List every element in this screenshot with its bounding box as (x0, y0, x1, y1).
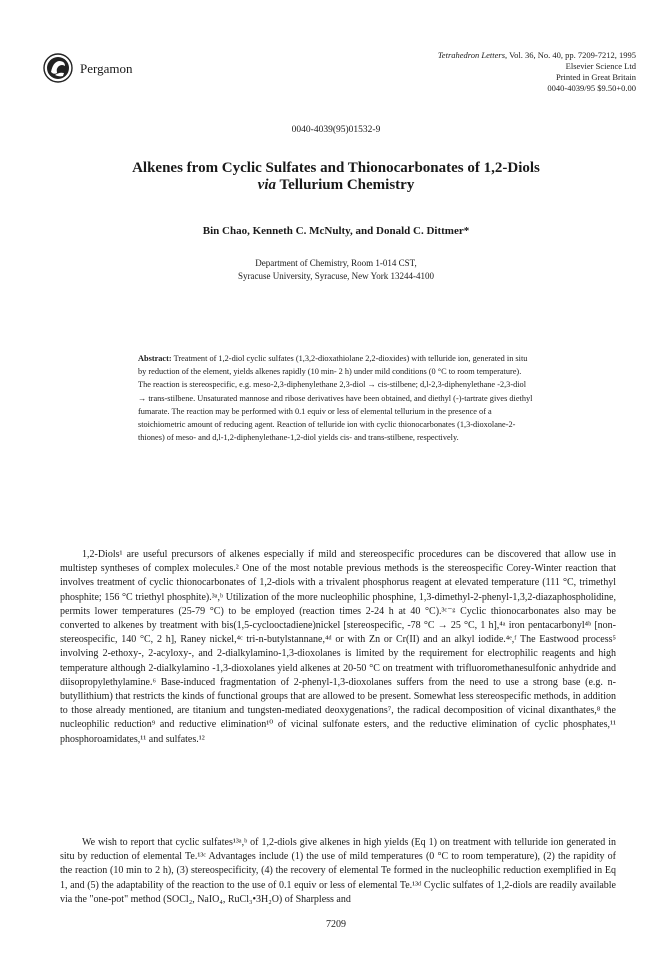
price-line: 0040-4039/95 $9.50+0.00 (547, 83, 636, 93)
pergamon-logo (43, 53, 73, 83)
body-paragraph: We wish to report that cyclic sulfates¹³ᵃ,ᵇ of 1,2-diols give alkenes in high yields (Eq 1) on treatment with telluride ion generated in situ by reduction of elemental Te.¹³ᶜ Advantages include (1) the use of mild temperatures (0 °C to room temperature), (2) the rapidity of the reaction (10 min to 2 h), (3) stereospecificity, (4) the recovery of elemental Te formed in the nucleophilic reduction exemplified in Eq 1, and (5) the adaptability of the reaction to the use of 0.1 equiv or less of elemental Te.¹³ᵈ Cyclic sulfates of 1,2-diols are readily available via the "one-pot" method (SOCl₂, NaIO₄, RuCl₃•3H₂O) of Sharpless and (60, 837, 616, 905)
title-line-2 (60, 177, 612, 194)
abstract-text: Treatment of 1,2-diol cyclic sulfates (1,3,2-dioxathiolane 2,2-dioxides) with telluride ion, generated in situ by reduction of the element, yields alkenes rapidly (10 min- 2 h) under mild conditions (0 °C to room temperature). The reaction is stereospecific, e.g. meso-2,3-diphenylethane 2,3-diol → cis-stilbene; d,l-2,3-diphenylethane -2,3-diol → trans-stilbene. Unsaturated mannose and ribose derivatives have been obtained, and diethyl (-)-tartrate gives diethyl fumarate. The reaction may be performed with 0.1 equiv or less of elemental tellurium in the presence of a stoichiometric amount of reducing agent. Reaction of telluride ion with cyclic thionocarbonates (1,3-dioxolane-2-thiones) of meso- and d,l-1,2-diphenylethane-1,2-diol yields cis- and trans-stilbene, respectively. (138, 354, 533, 443)
copyright-line: Elsevier Science Ltd (565, 61, 636, 71)
title-line-1: Alkenes from Cyclic Sulfates and Thionocarbonates of 1,2-Diols (132, 160, 540, 176)
journal-name: Tetrahedron Letters (437, 50, 506, 60)
author-list: Bin Chao, Kenneth C. McNulty, and Donald C. Dittmer* (202, 225, 470, 237)
journal-volume: , Vol. 36, No. 40, pp. 7209-7212, 1995 (505, 50, 636, 60)
page-number: 7209 (326, 919, 346, 930)
body-paragraph: 1,2-Diols¹ are useful precursors of alkenes especially if mild and stereospecific procedures can be discovered that allow use in multistep syntheses of complex molecules.² One of the most notable previous methods is the stereospecific Corey-Winter reaction that involves treatment of cyclic thionocarbonates of 1,2-diols with a trivalent phosphorus reagent at elevated temperature (111 °C, trimethyl phosphite; 156 °C triethyl phosphite).³ᵃ,ᵇ Utilization of the more nucleophilic phosphine, 1,3-dimethyl-2-phenyl-1,3,2-diazaphospholidine, permits lower temperatures (25-79 °C) to be employed (reaction times 2-24 h at 40 °C).³ᶜ⁻ᵍ Cyclic thionocarbonates also may be converted to alkenes by treatment with bis(1,5-cyclooctadiene)nickel [stereospecific, -78 °C → 25 °C, 1 h],⁴ᵃ iron pentacarbonyl⁴ᵇ [non-stereospecific, 140 °C, 2 h], Raney nickel,⁴ᶜ tri-n-butylstannane,⁴ᵈ or with Zn or Cr(II) and an alkyl iodide.⁴ᵉ,ᶠ The Eastwood process⁵ involving 2-ethoxy-, 2-acyloxy-, and 2-dialkylamino-1,3-dioxolanes is limited by the requirement for electrophilic reagents and high temperature although 2-dialkylamino -1,3-dioxolanes yield alkenes at 20-50 °C on treatment with trifluoromethanesulfonic anhydride and diisopropylethylamine.⁶ Base-induced fragmentation of 2-phenyl-1,3-dioxolanes suffers from the need to use a strong base (e.g. n-butyllithium) that restricts the kinds of functional groups that are allowed to be present. Somewhat less stereospecific methods, in addition to those already mentioned, are titanium and tungsten-mediated deoxygenations⁷, the radical decomposition of vicinal dixanthates,⁸ the nucleophilic reduction⁹ and reductive elimination¹⁰ of vicinal sulfonate esters, and the reductive elimination of cyclic phosphates,¹¹ phosphoroamidates,¹¹ and sulfates.¹² (60, 549, 616, 745)
affiliation (0, 257, 672, 283)
affiliation-line-2: Syracuse University, Syracuse, New York 13244-4100 (238, 271, 434, 281)
printed-line: Printed in Great Britain (555, 72, 636, 82)
body-paragraph-1-block (60, 548, 616, 747)
publisher-name: Pergamon (80, 61, 133, 76)
journal-citation (438, 50, 636, 94)
article-identifier: 0040-4039(95)01532-9 (291, 125, 381, 135)
body-paragraph-2-block (60, 836, 616, 907)
title-via: via (257, 177, 276, 193)
abstract (138, 352, 536, 444)
abstract-label: Abstract: (138, 354, 172, 363)
title-line-2-rest: Tellurium Chemistry (275, 177, 415, 193)
article-title (60, 160, 612, 194)
affiliation-line-1: Department of Chemistry, Room 1-014 CST, (255, 258, 417, 268)
